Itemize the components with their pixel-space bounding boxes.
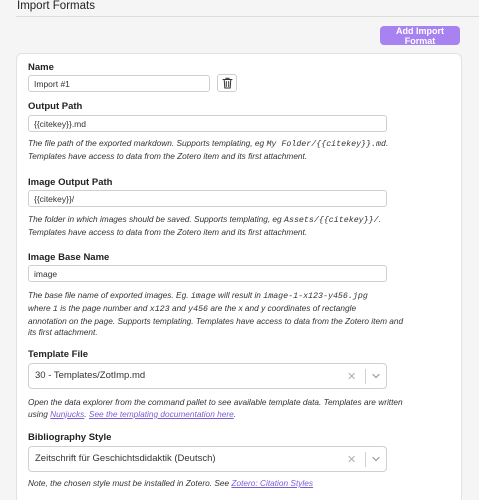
citation-styles-link[interactable]: Zotero: Citation Styles	[231, 478, 314, 488]
image-output-path-help: The folder in which images should be saved. Supports templating, eg Assets/{{citekey}}/. Templates have access to data from the Zotero item and its first attachment.	[28, 214, 381, 237]
clear-icon[interactable]: ✕	[347, 371, 357, 383]
bibliography-style-value: Zeitschrift für Geschichtsdidaktik (Deutsch)	[35, 453, 216, 464]
image-base-name-help: The base file name of exported images. Eg. image will result in image-1-x123-y456.jpg where 1 is the page number and x123 and y456 are the x and y coordinates of rectangle annotation on the page. Supports templating. Templates have access to data from the Zotero item and its first attachment.	[28, 290, 404, 338]
section-divider	[16, 16, 479, 17]
select-separator	[365, 452, 366, 467]
image-output-path-input[interactable]: {{citekey}}/	[28, 190, 387, 207]
name-input[interactable]: Import #1	[28, 75, 210, 92]
template-file-label: Template File	[28, 349, 89, 360]
template-file-value: 30 - Templates/ZotImp.md	[35, 370, 146, 381]
image-base-name-label: Image Base Name	[28, 252, 110, 263]
section-title: Import Formats	[17, 0, 95, 12]
chevron-down-icon[interactable]	[370, 453, 382, 465]
templating-docs-link[interactable]: See the templating documentation here	[88, 408, 234, 419]
chevron-down-icon[interactable]	[370, 370, 382, 382]
name-label: Name	[28, 62, 54, 73]
template-file-help: Open the data explorer from the command pallet to see available template data. Templates are written using Nunjucks. See the templating documentation here.	[28, 397, 403, 419]
nunjucks-link[interactable]: Nunjucks	[50, 408, 85, 419]
delete-format-button[interactable]	[217, 74, 237, 92]
template-file-select[interactable]	[28, 363, 387, 389]
output-path-help: The file path of the exported markdown. Supports templating, eg My Folder/{{citekey}}.md. Templates have access to data from the Zotero item and its first attachment.	[28, 138, 389, 161]
bibliography-style-help: Note, the chosen style must be installed in Zotero. See Zotero: Citation Styles	[28, 478, 314, 488]
bibliography-style-select[interactable]	[28, 446, 387, 472]
output-path-label: Output Path	[28, 101, 83, 112]
add-import-format-button[interactable]: Add Import Format	[380, 26, 460, 45]
output-path-input[interactable]: {{citekey}}.md	[28, 115, 387, 132]
image-base-name-input[interactable]: image	[28, 265, 387, 282]
trash-icon	[222, 77, 233, 89]
clear-icon[interactable]: ✕	[347, 454, 357, 466]
bibliography-style-label: Bibliography Style	[28, 432, 112, 443]
image-output-path-label: Image Output Path	[28, 177, 113, 188]
select-separator	[365, 369, 366, 384]
